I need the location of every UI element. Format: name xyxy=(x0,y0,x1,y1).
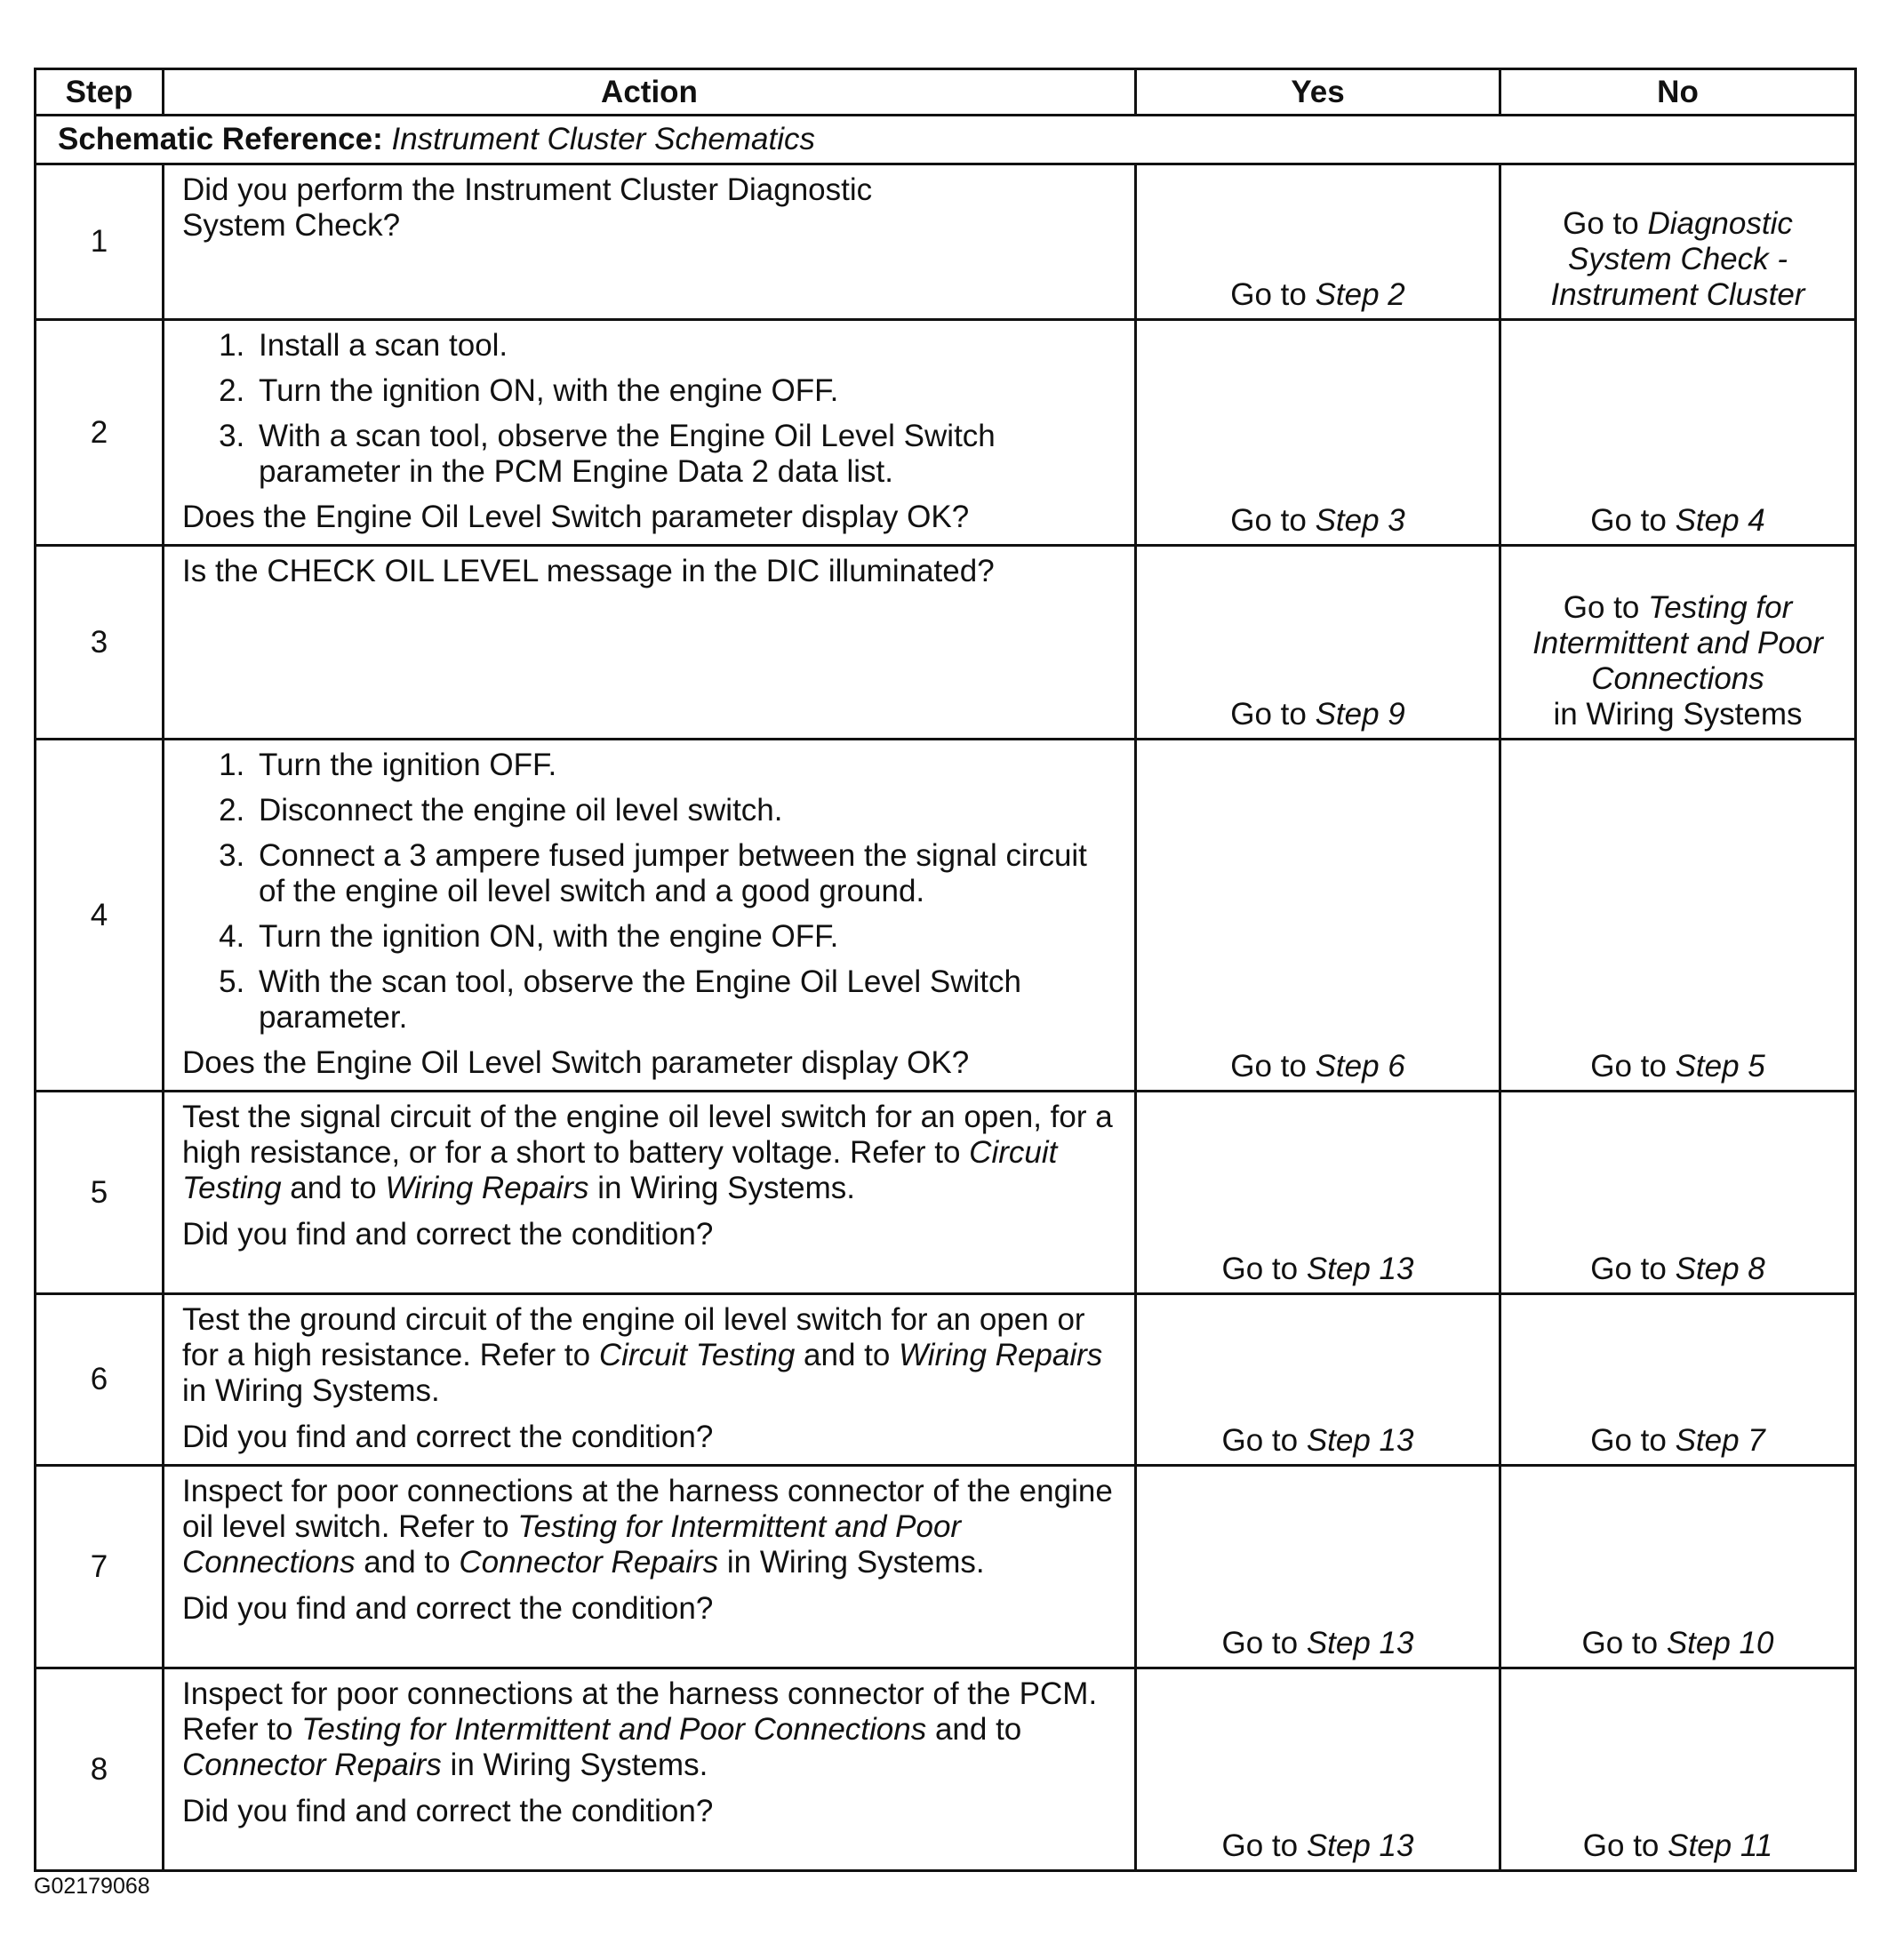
no-cell xyxy=(1500,1294,1856,1466)
yes-link[interactable]: Step 9 xyxy=(1315,697,1405,732)
action-cell xyxy=(164,1092,1136,1294)
table-row-step-5 xyxy=(36,1092,1856,1294)
action-text-part: and to xyxy=(355,1545,460,1580)
yes-prefix: Go to xyxy=(1221,1252,1307,1286)
action-list-item: 1. Install a scan tool. xyxy=(253,328,1115,364)
yes-prefix: Go to xyxy=(1230,697,1316,732)
action-cell xyxy=(164,1466,1136,1668)
yes-prefix: Go to xyxy=(1221,1828,1307,1863)
step-number: 1 xyxy=(36,164,164,320)
step-number: 3 xyxy=(36,546,164,740)
step-number: 6 xyxy=(36,1294,164,1466)
no-prefix: Go to xyxy=(1563,590,1649,625)
circuit-testing-link[interactable]: Circuit Testing xyxy=(598,1338,796,1372)
yes-cell xyxy=(1136,1668,1500,1871)
yes-link[interactable]: Step 3 xyxy=(1315,503,1405,538)
action-text-part: in Wiring Systems. xyxy=(182,1373,440,1408)
step-number: 2 xyxy=(36,320,164,546)
action-text-part: Test the signal circuit of the engine oil level switch for an open, for a high resistance, or for a short to battery voltage. Refer to xyxy=(182,1100,1113,1170)
no-suffix: in Wiring Systems xyxy=(1553,697,1803,732)
no-link[interactable]: Step 8 xyxy=(1675,1252,1765,1286)
action-list-item: 2. Turn the ignition ON, with the engine OFF. xyxy=(253,373,1115,409)
action-text-part: Test the ground circuit of the engine oil level switch for an open or for a high resistance. Refer to xyxy=(182,1302,1085,1372)
yes-cell xyxy=(1136,1092,1500,1294)
no-prefix: Go to xyxy=(1590,503,1676,538)
action-text-part: and to xyxy=(795,1338,900,1372)
action-cell xyxy=(164,1294,1136,1466)
yes-prefix: Go to xyxy=(1230,277,1316,312)
yes-link[interactable]: Step 13 xyxy=(1306,1828,1414,1863)
schematic-reference xyxy=(36,116,1856,164)
connector-repairs-link[interactable]: Connector Repairs xyxy=(182,1748,442,1782)
figure-id: G02179068 xyxy=(34,1874,150,1899)
yes-prefix: Go to xyxy=(1221,1626,1307,1660)
yes-cell xyxy=(1136,164,1500,320)
action-text xyxy=(182,1100,1115,1206)
action-text-part: Inspect for poor connections at the harness connector of the PCM. Refer to xyxy=(182,1676,1098,1747)
action-question: Did you find and correct the condition? xyxy=(182,1591,714,1626)
yes-link[interactable]: Step 13 xyxy=(1306,1252,1414,1286)
no-link[interactable]: Step 11 xyxy=(1668,1828,1773,1863)
yes-prefix: Go to xyxy=(1221,1423,1307,1458)
action-question: Did you find and correct the condition? xyxy=(182,1794,714,1828)
no-link[interactable]: Diagnostic System Check - Instrument Cluster xyxy=(1550,206,1805,312)
schematic-label: Schematic Reference: xyxy=(58,122,383,156)
action-list-item: 3. Connect a 3 ampere fused jumper between the signal circuit of the engine oil level switch and a good ground. xyxy=(253,838,1115,909)
no-cell xyxy=(1500,164,1856,320)
table-row-step-6 xyxy=(36,1294,1856,1466)
yes-cell xyxy=(1136,740,1500,1092)
table-row-step-3 xyxy=(36,546,1856,740)
action-text-part: in Wiring Systems. xyxy=(441,1748,708,1782)
no-link[interactable]: Step 7 xyxy=(1675,1423,1765,1458)
step-number: 4 xyxy=(36,740,164,1092)
yes-prefix: Go to xyxy=(1230,1049,1316,1084)
action-list-item: 5. With the scan tool, observe the Engine Oil Level Switch parameter. xyxy=(253,964,1115,1036)
action-question: Did you find and correct the condition? xyxy=(182,1420,714,1454)
action-list xyxy=(182,328,1115,490)
yes-cell xyxy=(1136,320,1500,546)
testing-intermittent-link[interactable]: Testing for Intermittent and Poor Connections xyxy=(182,1509,962,1580)
action-cell xyxy=(164,740,1136,1092)
wiring-repairs-link[interactable]: Wiring Repairs xyxy=(385,1171,589,1205)
action-text-part: in Wiring Systems. xyxy=(718,1545,985,1580)
no-cell xyxy=(1500,546,1856,740)
action-question: Does the Engine Oil Level Switch parameter display OK? xyxy=(182,1045,970,1080)
no-cell xyxy=(1500,740,1856,1092)
yes-link[interactable]: Step 13 xyxy=(1306,1423,1414,1458)
no-link[interactable]: Step 4 xyxy=(1675,503,1765,538)
no-cell xyxy=(1500,1092,1856,1294)
yes-prefix: Go to xyxy=(1230,503,1316,538)
circuit-testing-link[interactable]: Circuit Testing xyxy=(182,1135,1058,1205)
header-action: Action xyxy=(164,69,1136,116)
table-row-step-7 xyxy=(36,1466,1856,1668)
no-cell xyxy=(1500,1466,1856,1668)
action-cell xyxy=(164,164,1136,320)
table-row-step-4 xyxy=(36,740,1856,1092)
no-link[interactable]: Step 5 xyxy=(1675,1049,1765,1084)
yes-cell xyxy=(1136,1294,1500,1466)
action-text xyxy=(182,1676,1115,1783)
wiring-repairs-link[interactable]: Wiring Repairs xyxy=(899,1338,1103,1372)
action-question: Did you perform the Instrument Cluster Diagnostic System Check? xyxy=(182,172,873,243)
header-yes: Yes xyxy=(1136,69,1500,116)
no-prefix: Go to xyxy=(1582,1828,1668,1863)
header-no: No xyxy=(1500,69,1856,116)
connector-repairs-link[interactable]: Connector Repairs xyxy=(459,1545,719,1580)
action-text-part: and to xyxy=(281,1171,386,1205)
no-prefix: Go to xyxy=(1581,1626,1667,1660)
no-cell xyxy=(1500,1668,1856,1871)
action-cell xyxy=(164,546,1136,740)
action-text-part: in Wiring Systems. xyxy=(588,1171,856,1205)
action-list-item: 4. Turn the ignition ON, with the engine OFF. xyxy=(253,919,1115,955)
step-number: 5 xyxy=(36,1092,164,1294)
action-list-item: 2. Disconnect the engine oil level switch. xyxy=(253,793,1115,828)
no-prefix: Go to xyxy=(1590,1049,1676,1084)
action-list-item: 3. With a scan tool, observe the Engine Oil Level Switch parameter in the PCM Engine Data 2 data list. xyxy=(253,419,1115,490)
action-text-part: Inspect for poor connections at the harness connector of the engine oil level switch. Refer to xyxy=(182,1474,1113,1544)
no-prefix: Go to xyxy=(1590,1252,1676,1286)
action-text xyxy=(182,1302,1115,1409)
no-prefix: Go to xyxy=(1590,1423,1676,1458)
schematic-link[interactable]: Instrument Cluster Schematics xyxy=(391,122,816,156)
action-question: Is the CHECK OIL LEVEL message in the DIC illuminated? xyxy=(182,554,995,588)
step-number: 7 xyxy=(36,1466,164,1668)
no-link[interactable]: Step 10 xyxy=(1666,1626,1774,1660)
table-row-step-8 xyxy=(36,1668,1856,1871)
header-row xyxy=(36,69,1856,116)
action-question: Does the Engine Oil Level Switch parameter display OK? xyxy=(182,500,970,534)
yes-cell xyxy=(1136,546,1500,740)
action-list-item: 1. Turn the ignition OFF. xyxy=(253,748,1115,783)
action-text-part: and to xyxy=(926,1712,1022,1747)
yes-link[interactable]: Step 2 xyxy=(1315,277,1405,312)
action-cell xyxy=(164,1668,1136,1871)
step-number: 8 xyxy=(36,1668,164,1871)
no-cell xyxy=(1500,320,1856,546)
action-list xyxy=(182,748,1115,1036)
no-link[interactable]: Testing for Intermittent and Poor Connections xyxy=(1532,590,1823,696)
yes-link[interactable]: Step 6 xyxy=(1315,1049,1405,1084)
table-row-step-2 xyxy=(36,320,1856,546)
schematic-reference-row xyxy=(36,116,1856,164)
header-step: Step xyxy=(36,69,164,116)
yes-link[interactable]: Step 13 xyxy=(1306,1626,1414,1660)
table-row-step-1 xyxy=(36,164,1856,320)
testing-intermittent-link[interactable]: Testing for Intermittent and Poor Connections xyxy=(301,1712,927,1747)
diagnostic-table xyxy=(34,68,1857,1872)
yes-cell xyxy=(1136,1466,1500,1668)
action-question: Did you find and correct the condition? xyxy=(182,1217,714,1252)
action-text xyxy=(182,1474,1115,1580)
no-prefix: Go to xyxy=(1563,206,1648,241)
action-cell xyxy=(164,320,1136,546)
